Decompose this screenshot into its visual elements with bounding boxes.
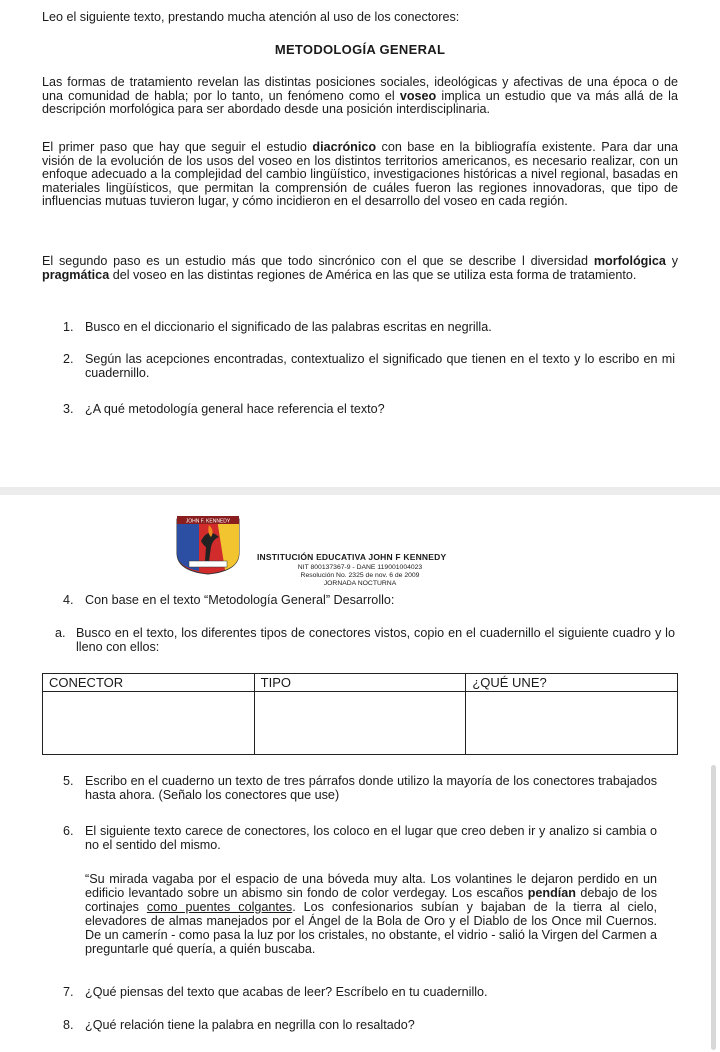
school-info: NIT 800137367-9 - DANE 119001004023 Resolución No. 2325 de nov. 6 de 2009 JORNADA NOCTURNA xyxy=(297,564,423,587)
crest-banner-text: JOHN F. KENNEDY xyxy=(185,518,231,525)
table-header-conector: CONECTOR xyxy=(43,674,255,692)
table-cell-empty xyxy=(466,692,678,755)
connectors-table xyxy=(42,673,678,755)
table-cell-empty xyxy=(254,692,466,755)
paragraph-2: El primer paso que hay que seguir el estudio diacrónico con base en la bibliografía existente. Para dar una visión de la evolución de los usos del voseo en los distintos territorios americanos, es necesario realizar, con un enfoque adecuado a la complejidad del cambio lingüístico, investigaciones históricas a nivel regional, basadas en materiales lingüísticos, que permitan la comprensión de cuáles fueron las regiones innovadoras, que tipo de influencias mutuas tuvieron lugar, y cómo incidieron en el desarrollo del voseo en cada región. xyxy=(42,140,678,209)
paragraph-3: El segundo paso es un estudio más que todo sincrónico con el que se describe l diversidad morfológica y pragmática del voseo en las distintas regiones de América en las que se utiliza esta forma de tratamiento. xyxy=(42,254,679,282)
school-name: INSTITUCIÓN EDUCATIVA JOHN F KENNEDY xyxy=(257,552,447,562)
page-1: Leo el siguiente texto, prestando mucha atención al uso de los conectores: METODOLOGÍA GENERAL Las formas de tratamiento revelan las distintas posiciones sociales, ideológicas y afectivas de una época o de una comunidad de habla; por lo tanto, un fenómeno como el voseo implica un estudio que va más allá de la descripción morfológica para ser abordado desde una posición interdisciplinaria. El primer paso que hay que seguir el estudio diacrónico con base en la bibliografía existente. Para dar una visión de la evolución de los usos del voseo en los distintos territorios americanos, es necesario realizar, con un enfoque adecuado a la complejidad del cambio lingüístico, investigaciones históricas a nivel regional, basadas en materiales lingüísticos, que permitan la comprensión de cuáles fueron las regiones innovadoras, que tipo de influencias mutuas tuvieron lugar, y cómo incidieron en el desarrollo del voseo en cada región. El segundo paso es un estudio más que todo sincrónico con el que se describe l diversidad morfológica y pragmática del voseo en las distintas regiones de América en las que se utiliza esta forma de tratamiento. 1. Busco en el diccionario el significado de las palabras escritas en negrilla. 2. Según las acepciones encontradas, contextualizo el significado que tienen en el texto y lo escribo en mi cuadernillo. 3. ¿A qué metodología general hace referencia el texto? xyxy=(0,0,720,487)
scrollbar[interactable] xyxy=(711,765,716,1050)
document-title: METODOLOGÍA GENERAL xyxy=(274,42,446,57)
school-crest-logo xyxy=(175,513,241,575)
page-gap xyxy=(0,487,720,495)
paragraph-1: Las formas de tratamiento revelan las distintas posiciones sociales, ideológicas y afectivas de una época o de una comunidad de habla; por lo tanto, un fenómeno como el voseo implica un estudio que va más allá de la descripción morfológica para ser abordado desde una posición interdisciplinaria. xyxy=(42,75,678,117)
table-header-que-une: ¿QUÉ UNE? xyxy=(466,674,678,692)
intro-text: Leo el siguiente texto, prestando mucha atención al uso de los conectores: xyxy=(42,10,460,24)
page-2: JOHN F. KENNEDY INSTITUCIÓN EDUCATIVA JOHN F KENNEDY NIT 800137367-9 - DANE 119001004023 Resolución No. 2325 de nov. 6 de 2009 JORNADA NOCTURNA 4. Con base en el texto “Metodología General” Desarrollo: a. Busco en el texto, los diferentes tipos de conectores vistos, copio en el cuadernillo el siguiente cuadro y lo lleno con ellos: CONECTOR TIPO ¿QUÉ UNE? 5. Escribo en el cuaderno un texto de tres párrafos donde utilizo la mayoría de los conectores trabajados hasta ahora. (Señalo los conectores que use) 6. El siguiente texto carece de conectores, los coloco en el lugar que creo deben ir y analizo si cambia o no el sentido del mismo. “Su mirada vagaba por el espacio de una bóveda muy alta. Los volantines le dejaron perdido en un edificio levantado sobre un abismo sin fondo de color verdegay. Los escaños pendían debajo de los cortinajes como puentes colgantes. Los confesionarios subían y bajaban de la tierra al cielo, elevadores de almas manejados por el Ángel de la Bola de Oro y el Diablo de los Once mil Cuernos. De un camerín - como pasa la luz por los cristales, no obstante, el vidrio - salió la Virgen del Carmen a preguntarle qué quería, a quién buscaba. 7. ¿Qué piensas del texto que acabas de leer? Escríbelo en tu cuadernillo. 8. ¿Qué relación tiene la palabra en negrilla con lo resaltado? xyxy=(0,495,720,1052)
table-cell-empty xyxy=(43,692,255,755)
table-header-tipo: TIPO xyxy=(254,674,466,692)
quote-paragraph: “Su mirada vagaba por el espacio de una bóveda muy alta. Los volantines le dejaron perdido en un edificio levantado sobre un abismo sin fondo de color verdegay. Los escaños pendían debajo de los cortinajes como puentes colgantes. Los confesionarios subían y bajaban de la tierra al cielo, elevadores de almas manejados por el Ángel de la Bola de Oro y el Diablo de los Once mil Cuernos. De un camerín - como pasa la luz por los cristales, no obstante, el vidrio - salió la Virgen del Carmen a preguntarle qué quería, a quién buscaba. xyxy=(85,872,657,956)
